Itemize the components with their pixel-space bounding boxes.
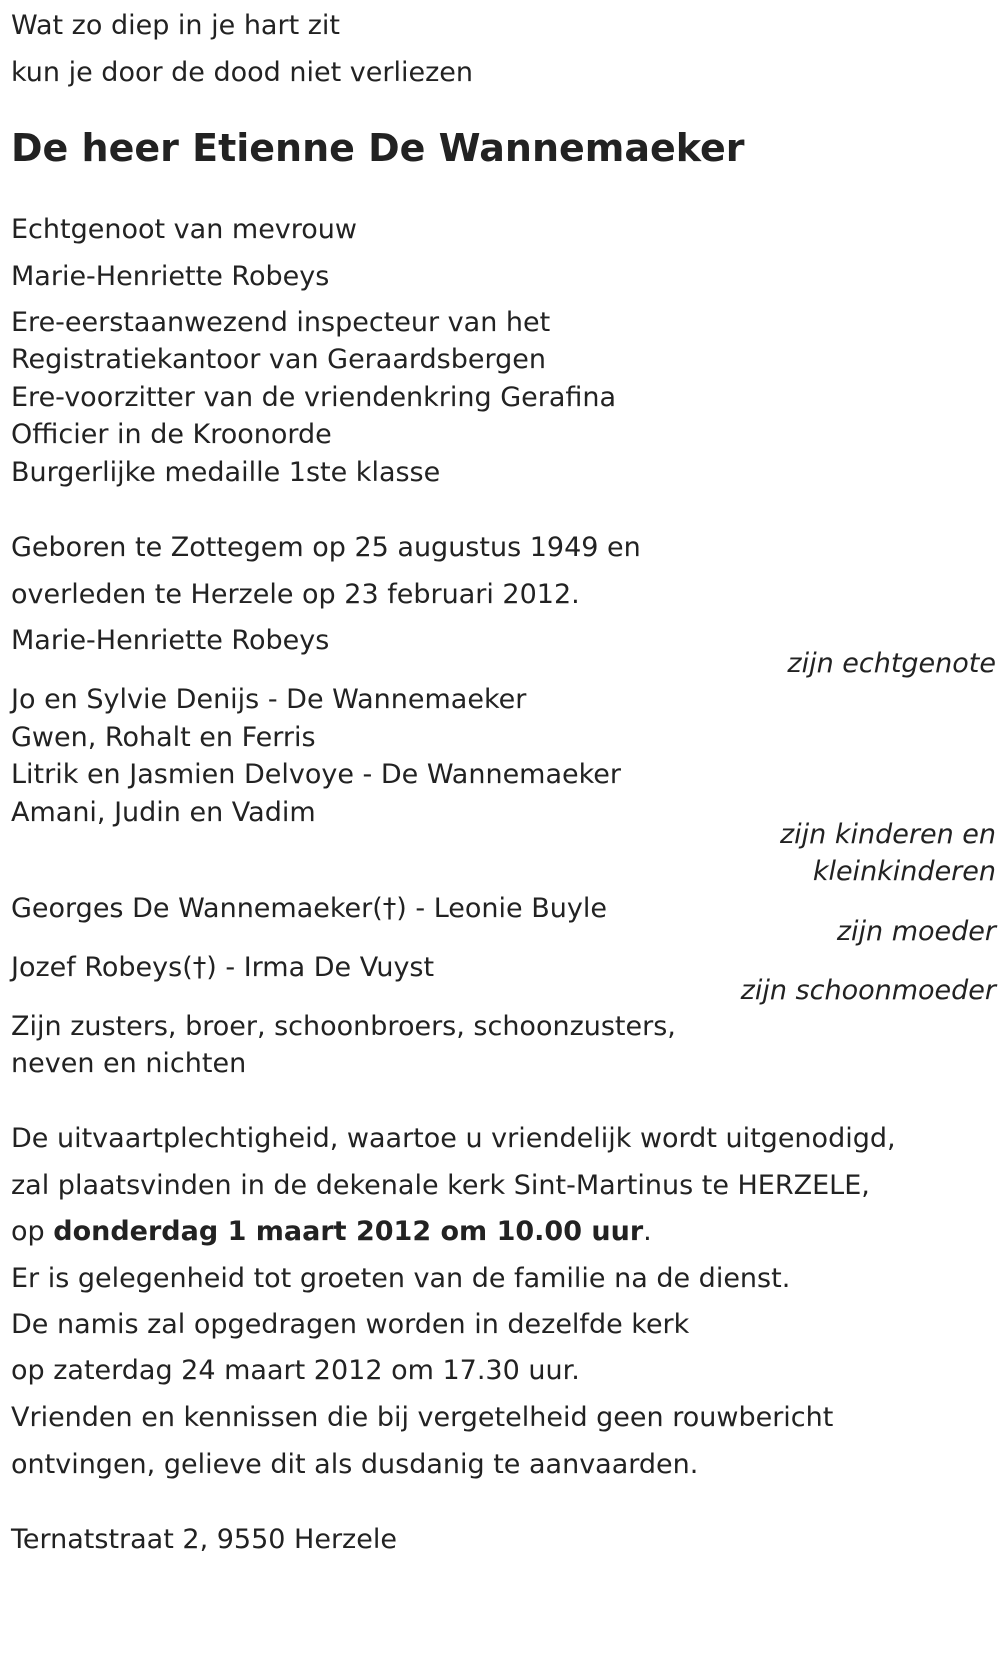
title-line: Ere-voorzitter van de vriendenkring Gerafina <box>11 382 617 413</box>
mother-in-law-name: Jozef Robeys(†) - Irma De Vuyst <box>11 952 435 983</box>
title-line: Marie-Henriette Robeys <box>11 261 330 292</box>
funeral-line: De namis zal opgedragen worden in dezelfde kerk <box>11 1309 690 1340</box>
funeral-line: Vrienden en kennissen die bij vergetelheid geen rouwbericht <box>11 1402 834 1433</box>
funeral-date-prefix: op <box>11 1216 54 1247</box>
funeral-line: op zaterdag 24 maart 2012 om 17.30 uur. <box>11 1355 580 1386</box>
funeral-date-suffix: . <box>643 1216 652 1247</box>
child-line: Jo en Sylvie Denijs - De Wannemaeker <box>11 684 527 715</box>
motto-line-1: Wat zo diep in je hart zit <box>11 10 341 41</box>
child-line: Amani, Judin en Vadim <box>11 797 316 828</box>
funeral-line: De uitvaartplechtigheid, waartoe u vriendelijk wordt uitgenodigd, <box>11 1123 896 1154</box>
spouse-name: Marie-Henriette Robeys <box>11 625 330 656</box>
funeral-line: Er is gelegenheid tot groeten van de familie na de dienst. <box>11 1263 791 1294</box>
title-line: Echtgenoot van mevrouw <box>11 214 358 245</box>
mother-name: Georges De Wannemaeker(†) - Leonie Buyle <box>11 893 607 924</box>
child-line: Gwen, Rohalt en Ferris <box>11 722 316 753</box>
siblings-line-1: Zijn zusters, broer, schoonbroers, schoonzusters, <box>11 1011 676 1042</box>
address: Ternatstraat 2, 9550 Herzele <box>11 1524 397 1555</box>
title-line: Officier in de Kroonorde <box>11 419 332 450</box>
funeral-date: donderdag 1 maart 2012 om 10.00 uur <box>53 1216 644 1247</box>
funeral-line: zal plaatsvinden in de dekenale kerk Sint-Martinus te HERZELE, <box>11 1170 870 1201</box>
title-line: Registratiekantoor van Geraardsbergen <box>11 344 546 375</box>
mother-in-law-role: zijn schoonmoeder <box>740 975 996 1006</box>
mother-role: zijn moeder <box>836 916 996 947</box>
funeral-line: ontvingen, gelieve dit als dusdanig te aanvaarden. <box>11 1449 699 1480</box>
child-line: Litrik en Jasmien Delvoye - De Wannemaeker <box>11 759 622 790</box>
title-line: Burgerlijke medaille 1ste klasse <box>11 457 441 488</box>
birth-line: Geboren te Zottegem op 25 augustus 1949 en <box>11 532 641 563</box>
funeral-date-line <box>11 1218 652 1245</box>
children-role-line-2: kleinkinderen <box>812 856 996 887</box>
motto-line-2: kun je door de dood niet verliezen <box>11 57 473 88</box>
death-line: overleden te Herzele op 23 februari 2012. <box>11 579 580 610</box>
deceased-name: De heer Etienne De Wannemaeker <box>11 126 745 170</box>
title-line: Ere-eerstaanwezend inspecteur van het <box>11 307 551 338</box>
children-role-line-1: zijn kinderen en <box>780 819 996 850</box>
spouse-role: zijn echtgenote <box>787 648 996 679</box>
siblings-line-2: neven en nichten <box>11 1048 247 1079</box>
